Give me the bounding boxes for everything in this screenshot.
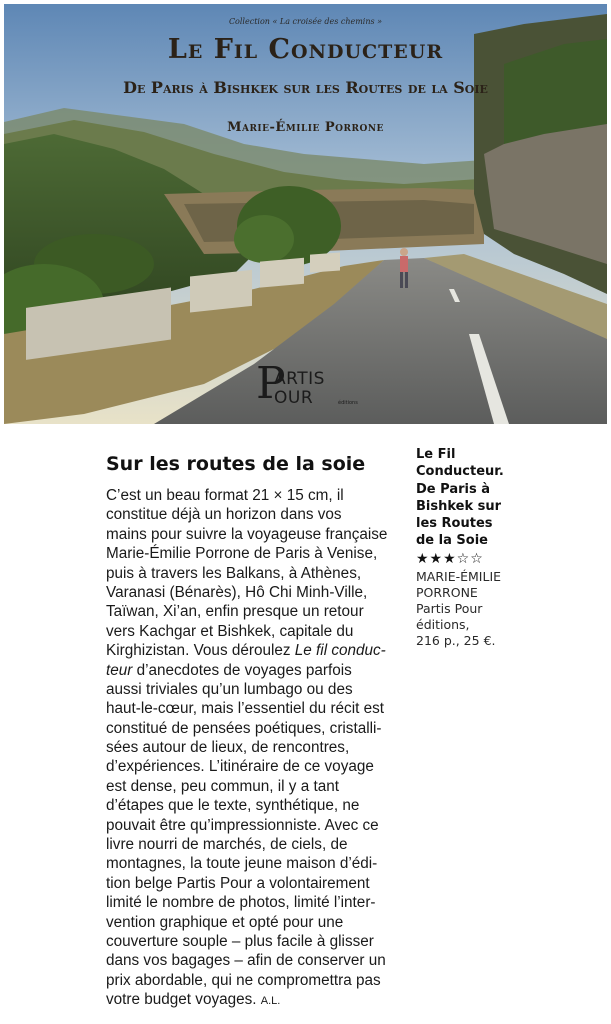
star-filled-icon: ★★★ <box>416 550 457 567</box>
body-line: Marie-Émilie Porrone de Paris à Venise, <box>106 545 378 563</box>
book-title-line: de la Soie <box>416 533 488 549</box>
publisher-logo-line1: ARTIS <box>274 369 325 389</box>
body-line <box>106 641 410 660</box>
body-line: pouvait être qu’impressionniste. Avec ce <box>106 816 379 834</box>
body-line: mains pour suivre la voyageuse française <box>106 525 388 543</box>
body-line-text: votre budget voyages. <box>106 991 257 1009</box>
body-line: aussi triviales qu’un lumbago ou des <box>106 680 353 698</box>
cover-author: Marie-Émilie Porrone <box>227 120 384 135</box>
body-line: C’est un beau format 21 × 15 cm, il <box>106 487 344 504</box>
book-detail-line: MARIE-ÉMILIE <box>416 568 502 584</box>
body-line <box>106 661 410 680</box>
body-line: d’étapes que le texte, synthétique, ne <box>106 797 360 815</box>
book-title-line: Le Fil <box>416 447 456 462</box>
body-line: vers Kachgar et Bishkek, capitale du <box>106 622 354 640</box>
book-title-line: Bishkek sur <box>416 498 502 514</box>
book-info-sidebar <box>416 446 531 649</box>
book-title-italic-end: teur <box>106 661 133 679</box>
book-details <box>416 569 531 649</box>
cover-title: Le Fil Conducteur <box>167 34 444 65</box>
publisher-logo <box>256 358 366 412</box>
body-line: Varanasi (Bénarès), Hô Chi Minh-Ville, <box>106 583 368 601</box>
body-line: couverture souple – plus facile à glisser <box>106 932 374 950</box>
body-line: limité le nombre de photos, limité l’inter- <box>106 894 376 912</box>
star-empty-icon: ☆☆ <box>456 550 484 567</box>
body-line: d’expériences. L’itinéraire de ce voyage <box>106 758 374 776</box>
body-line: Taïwan, Xi’an, enfin presque un retour <box>106 603 364 621</box>
body-line: sées autour de lieux, de rencontres, <box>106 739 350 757</box>
book-detail-line: éditions, <box>416 616 470 632</box>
body-line: constitue déjà un horizon dans vos <box>106 506 342 524</box>
article-body <box>106 486 410 1010</box>
body-line <box>106 990 410 1009</box>
body-line: vention graphique et opté pour une <box>106 913 344 931</box>
book-title-line: Conducteur. <box>416 464 504 480</box>
landscape-photo <box>4 4 607 424</box>
body-line: montagnes, la toute jeune maison d’édi- <box>106 855 378 873</box>
book-title-line: De Paris à <box>416 481 490 497</box>
article-headline: Sur les routes de la soie <box>106 453 366 475</box>
book-detail-line: PORRONE <box>416 584 478 600</box>
book-detail-line: 216 p., 25 €. <box>416 632 496 648</box>
body-line: est dense, peu commun, il y a tant <box>106 777 339 795</box>
body-line-text: Kirghizistan. Vous déroulez <box>106 642 291 660</box>
book-detail-line: Partis Pour <box>416 600 483 616</box>
body-line: haut-le-cœur, mais l’essentiel du récit est <box>106 700 384 718</box>
publisher-logo-letter: P <box>256 358 286 409</box>
body-line-text: d’anecdotes de voyages parfois <box>132 661 352 679</box>
publisher-logo-tag: éditions <box>338 400 358 406</box>
body-line: constitué de pensées poétiques, cristalli- <box>106 719 382 737</box>
body-line: prix abordable, qui ne compromettra pas <box>106 971 381 989</box>
body-line: livre nourri de marchés, de ciels, de <box>106 836 348 854</box>
body-line: dans vos bagages – afin de conserver un <box>106 952 386 970</box>
body-line: tion belge Partis Pour a volontairement <box>106 874 370 892</box>
author-signature: A.L. <box>260 995 281 1008</box>
body-line: puis à travers les Balkans, à Athènes, <box>106 564 362 582</box>
publisher-logo-line2: OUR <box>274 388 314 408</box>
cover-collection: Collection « La croisée des chemins » <box>228 17 383 26</box>
book-title-italic: Le fil conduc- <box>294 642 386 660</box>
cover-subtitle: De Paris à Bishkek sur les Routes de la Soie <box>123 78 488 97</box>
book-title-block <box>416 446 531 550</box>
book-title-line: les Routes <box>416 516 493 532</box>
rating-stars <box>416 550 531 568</box>
book-cover-image <box>4 4 607 424</box>
